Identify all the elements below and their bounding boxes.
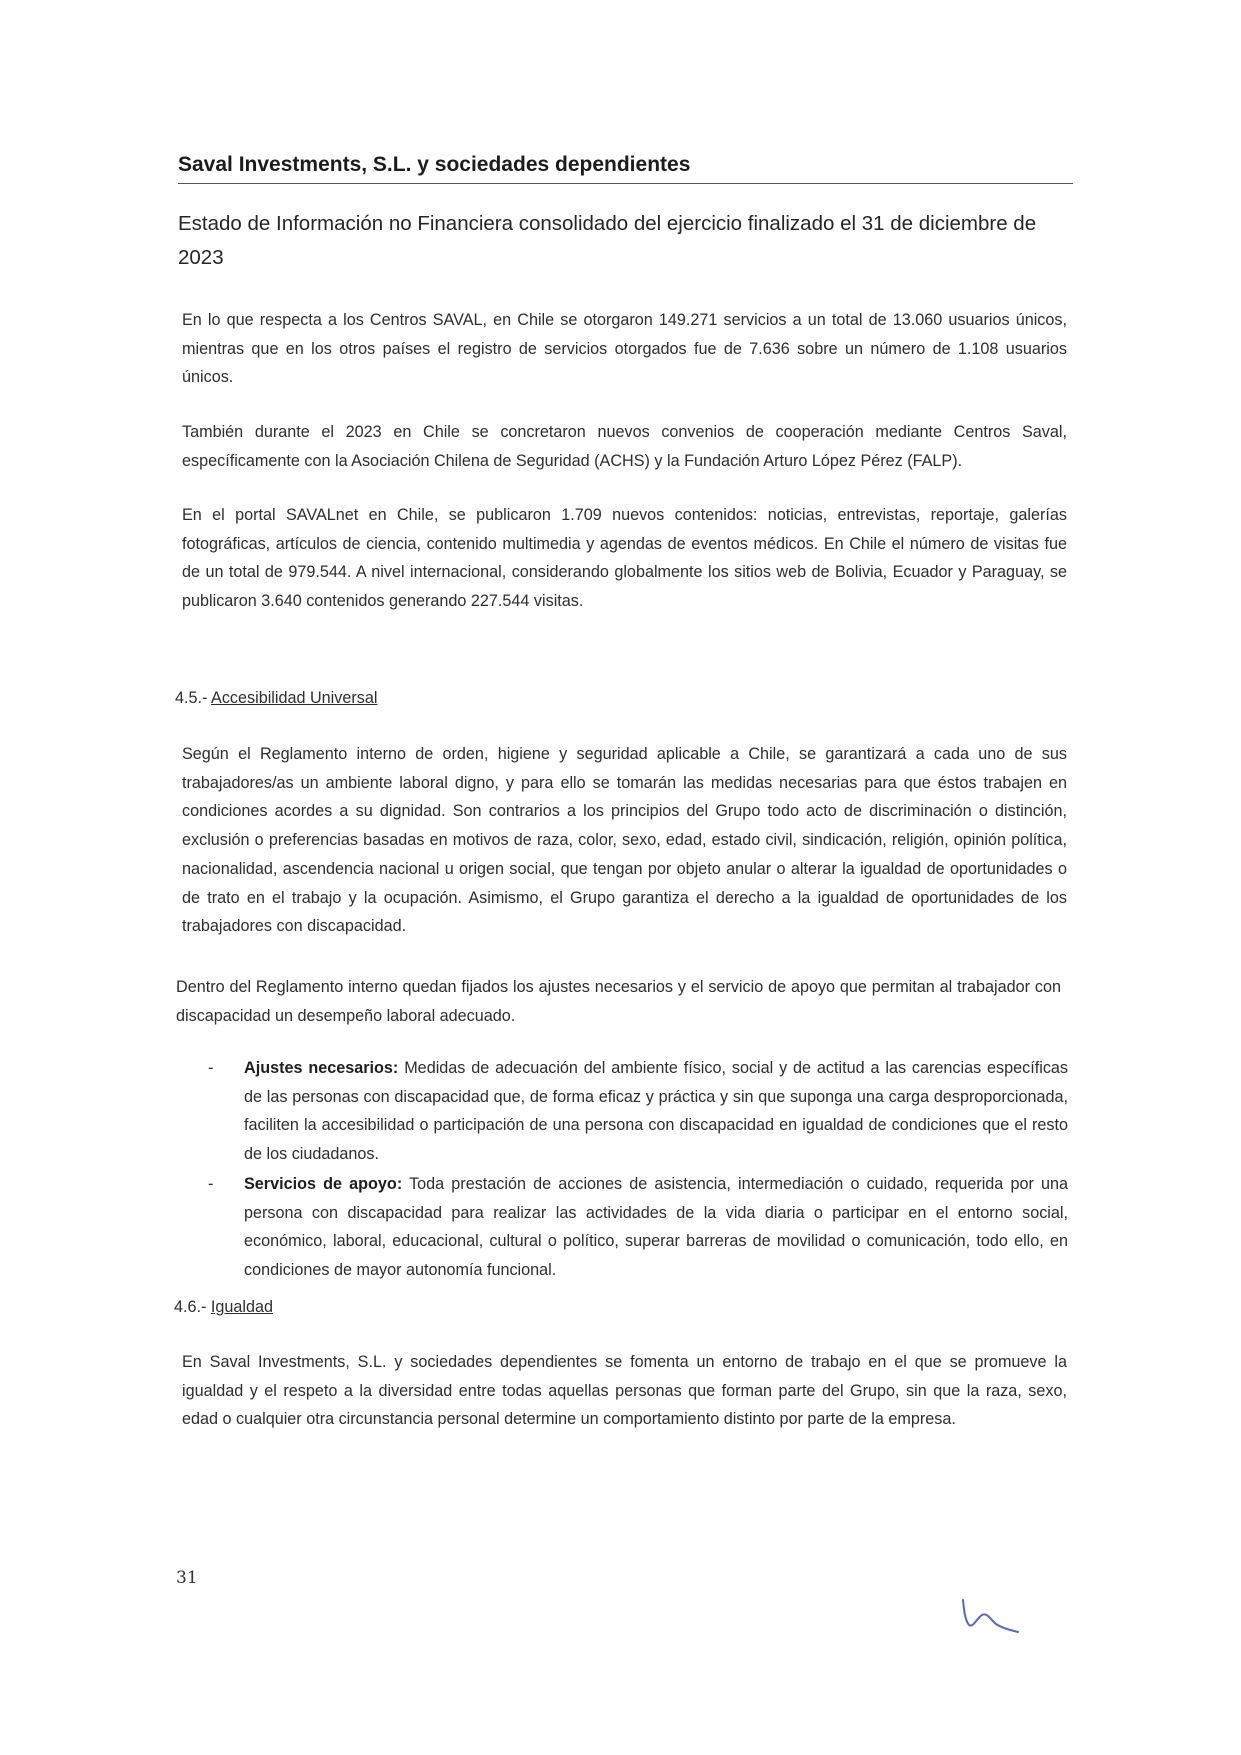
paragraph-convenios: También durante el 2023 en Chile se concretaron nuevos convenios de cooperación mediante Centros Saval, específicamente con la Asociación Chilena de Seguridad (ACHS) y la Fundación Arturo López Pérez (FALP).	[182, 423, 1067, 470]
bullet-label: Servicios de apoyo:	[244, 1175, 403, 1193]
company-header: Saval Investments, S.L. y sociedades dependientes	[178, 153, 1073, 184]
bullet-servicios-apoyo	[208, 1170, 1068, 1285]
section-number: 4.5.-	[175, 689, 208, 707]
section-number: 4.6.-	[174, 1298, 207, 1316]
paragraph-ajustes-intro: Dentro del Reglamento interno quedan fijados los ajustes necesarios y el servicio de apoyo que permitan al trabajador con discapacidad un desempeño laboral adecuado.	[176, 978, 1061, 1025]
bullet-label: Ajustes necesarios:	[244, 1059, 399, 1077]
section-heading-4-5	[175, 689, 377, 708]
bullet-dash: -	[208, 1175, 214, 1193]
report-subtitle: Estado de Información no Financiera consolidado del ejercicio finalizado el 31 de diciembre de 2023	[178, 212, 1037, 269]
bullet-text-block	[244, 1170, 1068, 1285]
bullet-ajustes-necesarios	[208, 1054, 1068, 1169]
paragraph-savalnet: En el portal SAVALnet en Chile, se publicaron 1.709 nuevos contenidos: noticias, entrevistas, reportaje, galerías fotográficas, artículos de ciencia, contenido multimedia y agendas de eventos médicos. En Chile el número de visitas fue de un total de 979.544. A nivel internacional, considerando globalmente los sitios web de Bolivia, Ecuador y Paraguay, se publicaron 3.640 contenidos generando 227.544 visitas.	[182, 506, 1067, 611]
paragraph-reglamento: Según el Reglamento interno de orden, higiene y seguridad aplicable a Chile, se garantizará a cada uno de sus trabajadores/as un ambiente laboral digno, y para ello se tomarán las medidas necesarias para que éstos trabajen en condiciones acordes a su dignidad. Son contrarios a los principios del Grupo todo acto de discriminación o distinción, exclusión o preferencias basadas en motivos de raza, color, sexo, edad, estado civil, sindicación, religión, opinión política, nacionalidad, ascendencia nacional u origen social, que tengan por objeto anular o alterar la igualdad de oportunidades o de trato en el trabajo y la ocupación. Asimismo, el Grupo garantiza el derecho a la igualdad de oportunidades de los trabajadores con discapacidad.	[182, 745, 1067, 936]
section-heading-4-6	[174, 1298, 273, 1317]
signature-mark	[960, 1598, 1020, 1634]
bullet-text: Medidas de adecuación del ambiente físico, social y de actitud a las carencias específicas de las personas con discapacidad que, de forma eficaz y práctica y sin que suponga una carga desproporcionada, faciliten la accesibilidad o participación de una persona con discapacidad en igualdad de condiciones que el resto de los ciudadanos.	[244, 1059, 1069, 1164]
paragraph-centros-saval: En lo que respecta a los Centros SAVAL, en Chile se otorgaron 149.271 servicios a un total de 13.060 usuarios únicos, mientras que en los otros países el registro de servicios otorgados fue de 7.636 sobre un número de 1.108 usuarios únicos.	[182, 311, 1067, 387]
section-title: Accesibilidad Universal	[211, 689, 378, 707]
section-title: Igualdad	[210, 1298, 274, 1316]
paragraph-igualdad: En Saval Investments, S.L. y sociedades dependientes se fomenta un entorno de trabajo en el que se promueve la igualdad y el respeto a la diversidad entre todas aquellas personas que forman parte del Grupo, sin que la raza, sexo, edad o cualquier otra circunstancia personal determine un comportamiento distinto por parte de la empresa.	[182, 1353, 1067, 1429]
page-number: 31	[176, 1568, 198, 1588]
bullet-dash: -	[208, 1059, 214, 1077]
bullet-text-block	[244, 1054, 1068, 1169]
bullet-text: Toda prestación de acciones de asistencia, intermediación o cuidado, requerida por una persona con discapacidad para realizar las actividades de la vida diaria o participar en el entorno social, económico, laboral, educacional, cultural o político, superar barreras de movilidad o comunicación, todo ello, en condiciones de mayor autonomía funcional.	[244, 1175, 1068, 1280]
